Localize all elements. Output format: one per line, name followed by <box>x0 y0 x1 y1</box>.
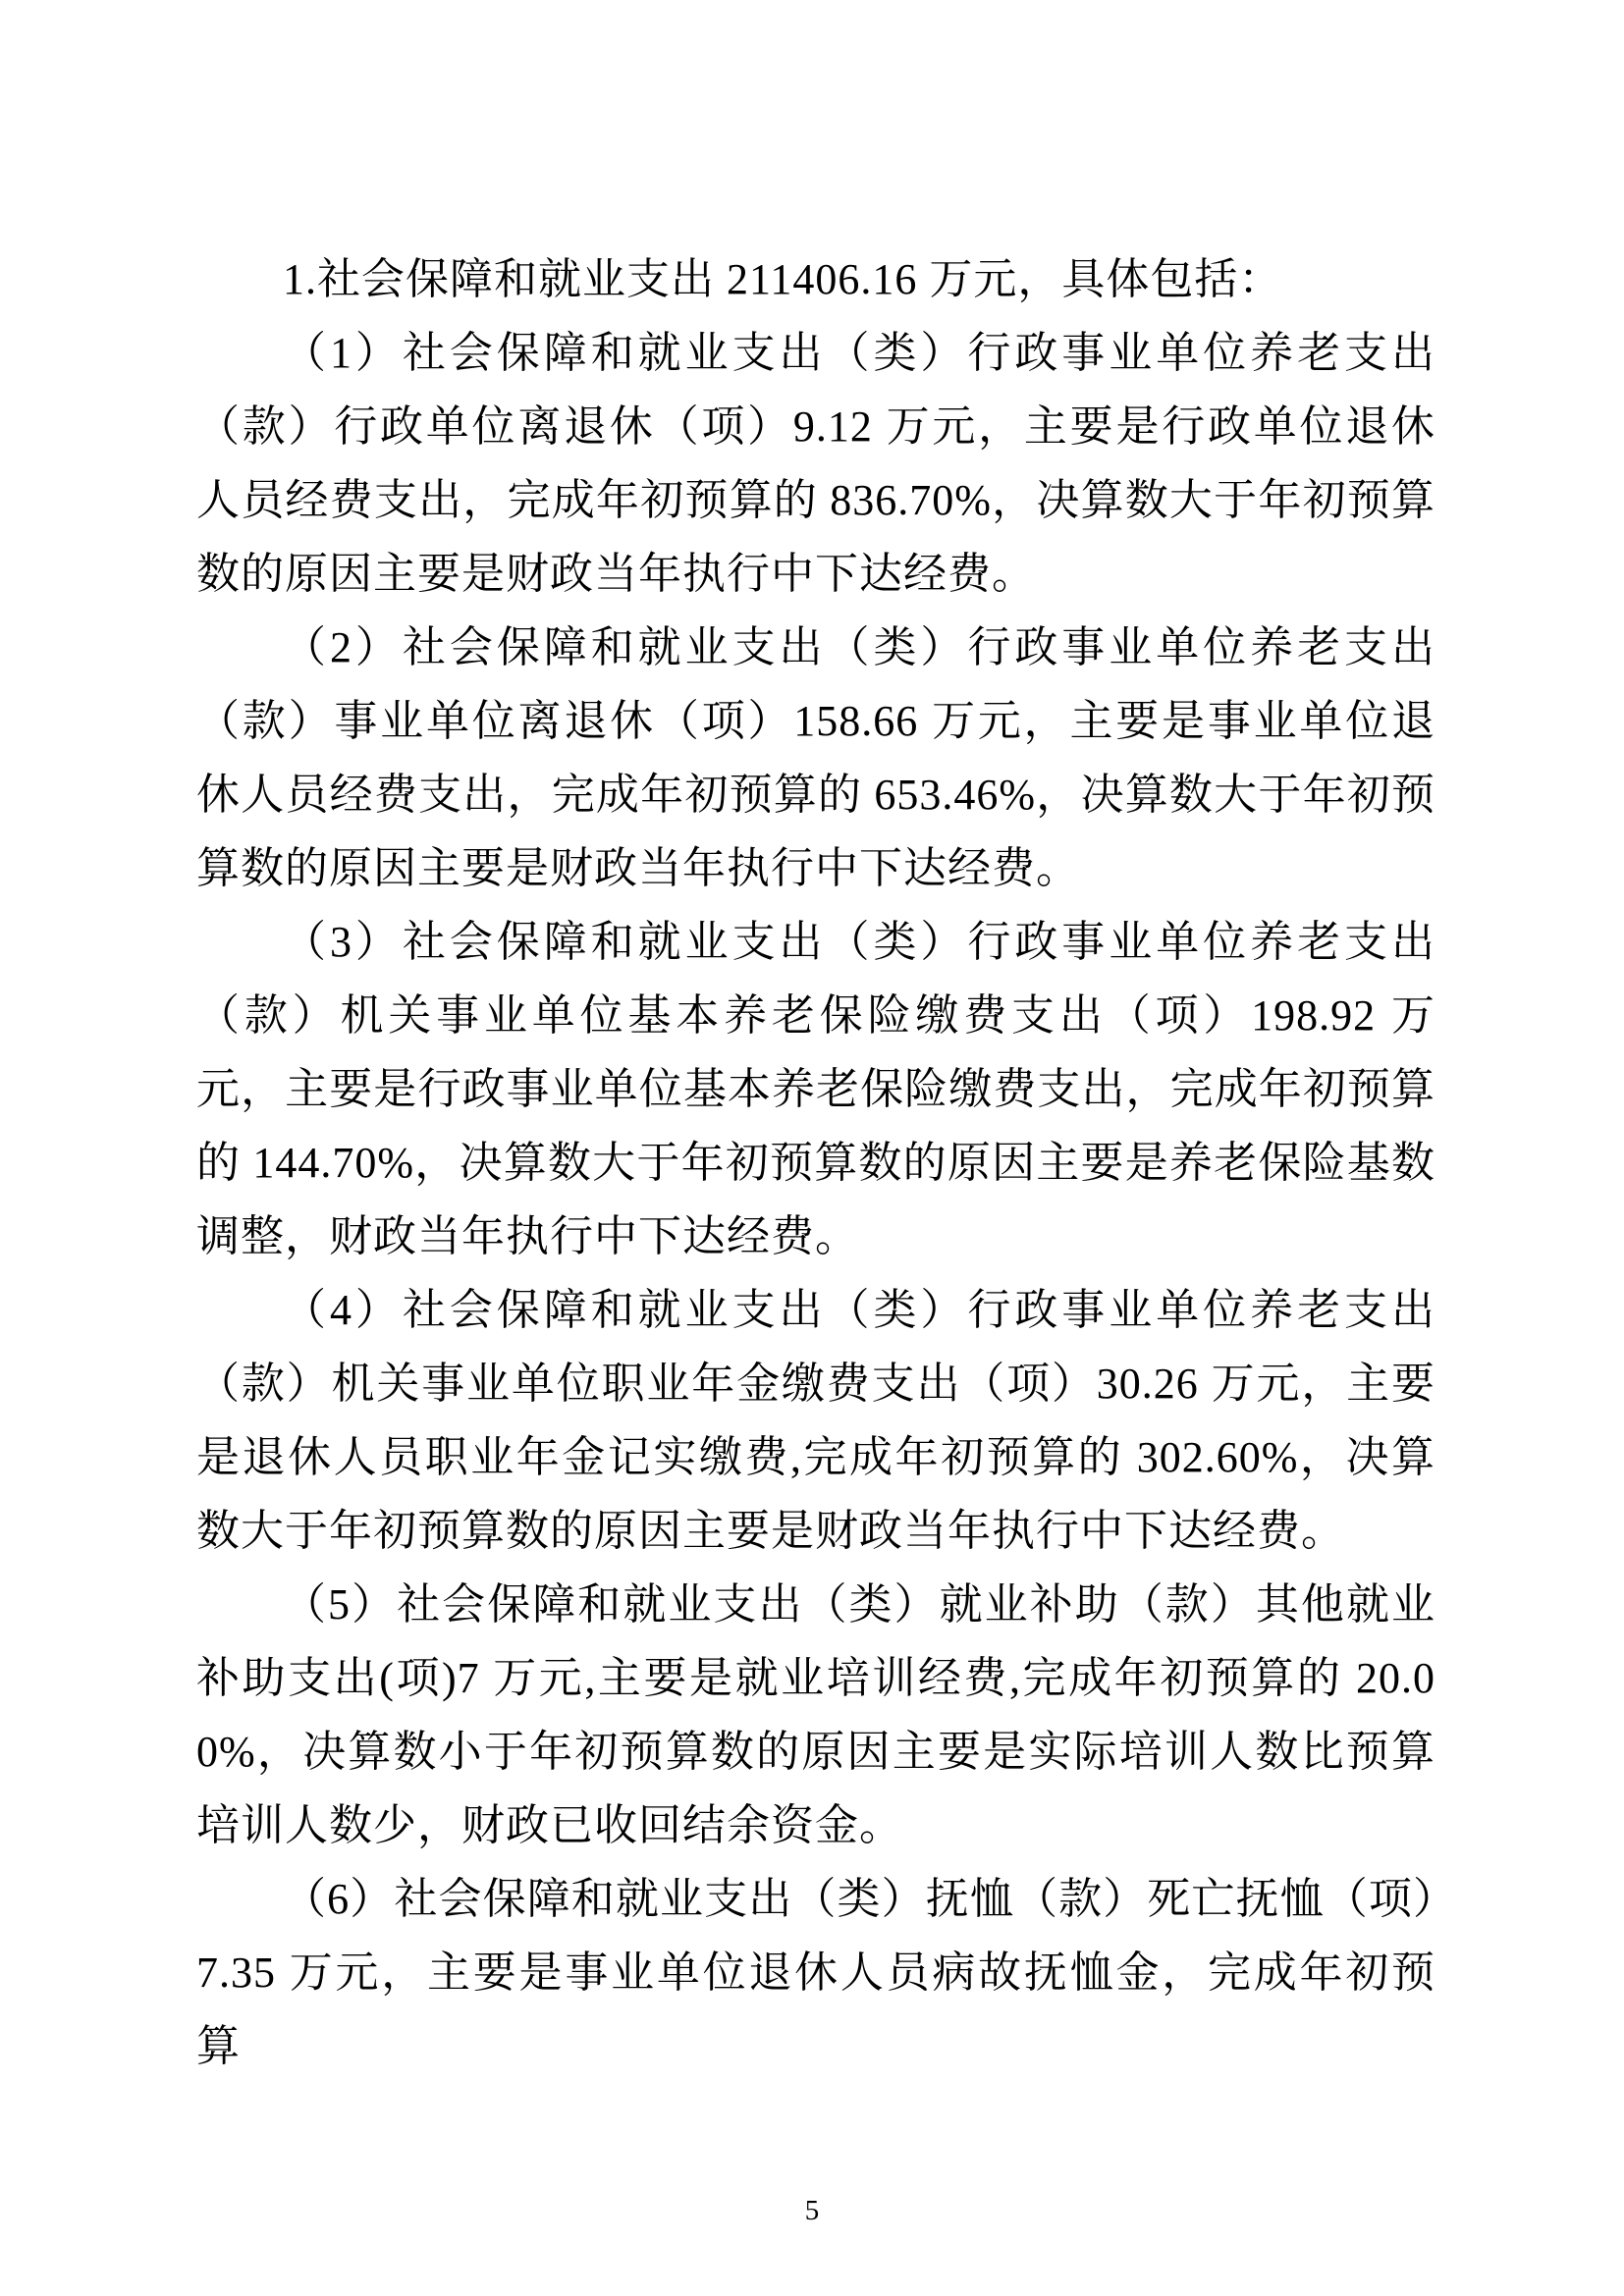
document-body <box>196 242 1435 2083</box>
paragraph-item-5: （5）社会保障和就业支出（类）就业补助（款）其他就业补助支出(项)7 万元,主要是就业培训经费,完成年初预算的 20.00%，决算数小于年初预算数的原因主要是实际培训人数比预算培训人数少，财政已收回结余资金。 <box>196 1580 1435 1849</box>
paragraph-item-6: （6）社会保障和就业支出（类）抚恤（款）死亡抚恤（项）7.35 万元，主要是事业单位退休人员病故抚恤金，完成年初预算 <box>196 1875 1435 2070</box>
paragraph-item-4: （4）社会保障和就业支出（类）行政事业单位养老支出（款）机关事业单位职业年金缴费支出（项）30.26 万元，主要是退休人员职业年金记实缴费,完成年初预算的 302.60%，决算数大于年初预算数的原因主要是财政当年执行中下达经费。 <box>196 1286 1435 1555</box>
paragraph-summary: 1.社会保障和就业支出 211406.16 万元，具体包括： <box>283 255 1283 303</box>
paragraph-item-1: （1）社会保障和就业支出（类）行政事业单位养老支出（款）行政单位离退休（项）9.12 万元，主要是行政单位退休人员经费支出，完成年初预算的 836.70%，决算数大于年初预算数的原因主要是财政当年执行中下达经费。 <box>196 329 1435 598</box>
paragraph-item-3: （3）社会保障和就业支出（类）行政事业单位养老支出（款）机关事业单位基本养老保险缴费支出（项）198.92 万元，主要是行政事业单位基本养老保险缴费支出，完成年初预算的 144.70%，决算数大于年初预算数的原因主要是养老保险基数调整，财政当年执行中下达经费。 <box>196 918 1435 1260</box>
paragraph-item-2: （2）社会保障和就业支出（类）行政事业单位养老支出（款）事业单位离退休（项）158.66 万元，主要是事业单位退休人员经费支出，完成年初预算的 653.46%，决算数大于年初预算数的原因主要是财政当年执行中下达经费。 <box>196 623 1435 892</box>
page-number: 5 <box>804 2195 820 2226</box>
